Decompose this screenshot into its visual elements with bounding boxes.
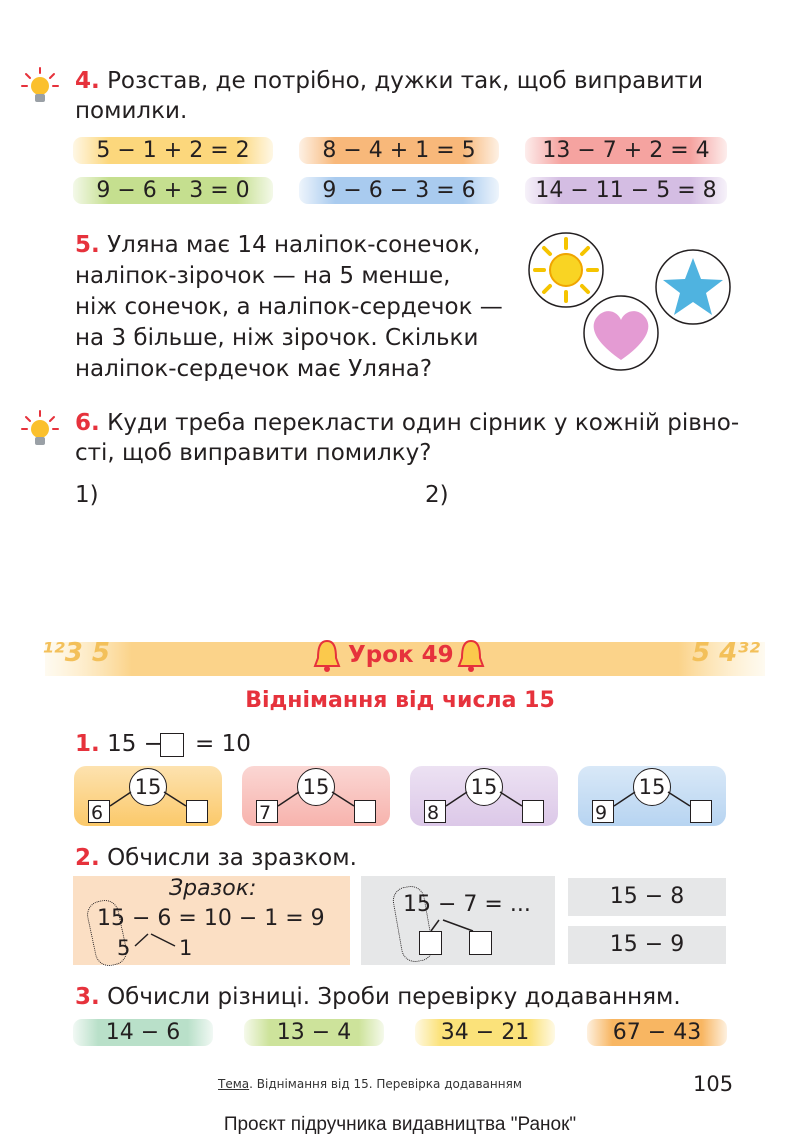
stickers-illustration — [522, 232, 732, 372]
split-box: 8 — [424, 800, 446, 823]
split-lines — [73, 876, 350, 965]
split-value-b: 1 — [179, 936, 193, 960]
ex3-title: 3. Обчисли різниці. Зроби перевірку додаванням. — [75, 984, 681, 1010]
ex2-title: 2. Обчисли за зразком. — [75, 845, 357, 871]
split-lines — [361, 876, 555, 965]
number-circle: 15 — [633, 768, 671, 806]
equation-pill: 14 − 11 − 5 = 8 — [525, 177, 727, 204]
task-6-label-2: 2) — [425, 482, 449, 508]
equation-pill: 9 − 6 − 3 = 6 — [299, 177, 499, 204]
difference-pill: 13 − 4 — [244, 1019, 384, 1046]
task-expression-c: 15 − 9 — [568, 926, 726, 964]
task-expression: 15 − 7 = ... — [403, 892, 531, 917]
sample-label: Зразок: — [169, 876, 257, 901]
split-lines — [74, 766, 222, 826]
split-value-a: 5 — [117, 936, 131, 960]
answer-box[interactable] — [160, 733, 184, 757]
answer-box[interactable] — [469, 931, 492, 955]
task-5-text: 5. Уляна має 14 наліпок-сонечок, наліпок-зірочок — на 5 менше, ніж сонечок, а наліпок-сердечок — на 3 більше, ніж зірочок. Скільки наліпок-сердечок має Уляна? — [75, 232, 503, 382]
number-circle: 15 — [297, 768, 335, 806]
topic-text: . Віднімання від 15. Перевірка додаванням — [249, 1077, 522, 1091]
bell-icon — [456, 638, 486, 674]
sample-panel — [73, 876, 350, 965]
difference-pill: 67 − 43 — [587, 1019, 727, 1046]
task-6-text-line2: сті, щоб виправити помилку? — [75, 440, 432, 466]
task-6-text: 6. Куди треба перекласти один сірник у кожній рівно- — [75, 410, 740, 436]
task-6-label-1: 1) — [75, 482, 99, 508]
ex1-title: 1. 15 − — [75, 731, 163, 757]
answer-box[interactable] — [419, 931, 442, 955]
task-4-text: 4. Розстав, де потрібно, дужки так, щоб виправити — [75, 68, 704, 94]
split-box: 7 — [256, 800, 278, 823]
topic-label: Тема — [218, 1077, 250, 1091]
lesson-subtitle: Віднімання від числа 15 — [245, 688, 555, 713]
task-expression-b: 15 − 8 — [568, 878, 726, 916]
topic-line — [218, 1077, 522, 1091]
difference-pill: 34 − 21 — [415, 1019, 555, 1046]
numbers-decoration-left: ¹²3 5 — [42, 638, 111, 668]
star-sticker-icon — [656, 250, 730, 324]
equation-pill: 5 − 1 + 2 = 2 — [73, 137, 273, 164]
split-box: 9 — [592, 800, 614, 823]
sample-expression: 15 − 6 = 10 − 1 = 9 — [97, 906, 325, 931]
equation-pill: 9 − 6 + 3 = 0 — [73, 177, 273, 204]
split-lines — [578, 766, 726, 826]
task-panel — [361, 876, 555, 965]
number-circle: 15 — [129, 768, 167, 806]
lightbulb-icon — [20, 409, 60, 449]
split-box: 6 — [88, 800, 110, 823]
split-lines — [410, 766, 558, 826]
split-lines — [242, 766, 390, 826]
decomposition-card — [74, 766, 222, 826]
decomposition-card — [578, 766, 726, 826]
page-number: 105 — [693, 1072, 734, 1096]
numbers-decoration-right: 5 4³² — [692, 638, 761, 668]
project-credit: Проєкт підручника видавництва "Ранок" — [223, 1114, 577, 1135]
equation-pill: 8 − 4 + 1 = 5 — [299, 137, 499, 164]
decomposition-card — [410, 766, 558, 826]
ex1-expr-right: = 10 — [195, 731, 251, 757]
lesson-title: Урок 49 — [348, 642, 454, 668]
sun-sticker-icon — [529, 233, 603, 307]
decomposition-card — [242, 766, 390, 826]
matchstick-equations — [110, 478, 730, 550]
task-4-text-line2: помилки. — [75, 98, 188, 124]
equation-pill: 13 − 7 + 2 = 4 — [525, 137, 727, 164]
heart-sticker-icon — [584, 296, 658, 370]
number-circle: 15 — [465, 768, 503, 806]
lightbulb-icon — [20, 66, 60, 106]
difference-pill: 14 − 6 — [73, 1019, 213, 1046]
bell-icon — [312, 638, 342, 674]
